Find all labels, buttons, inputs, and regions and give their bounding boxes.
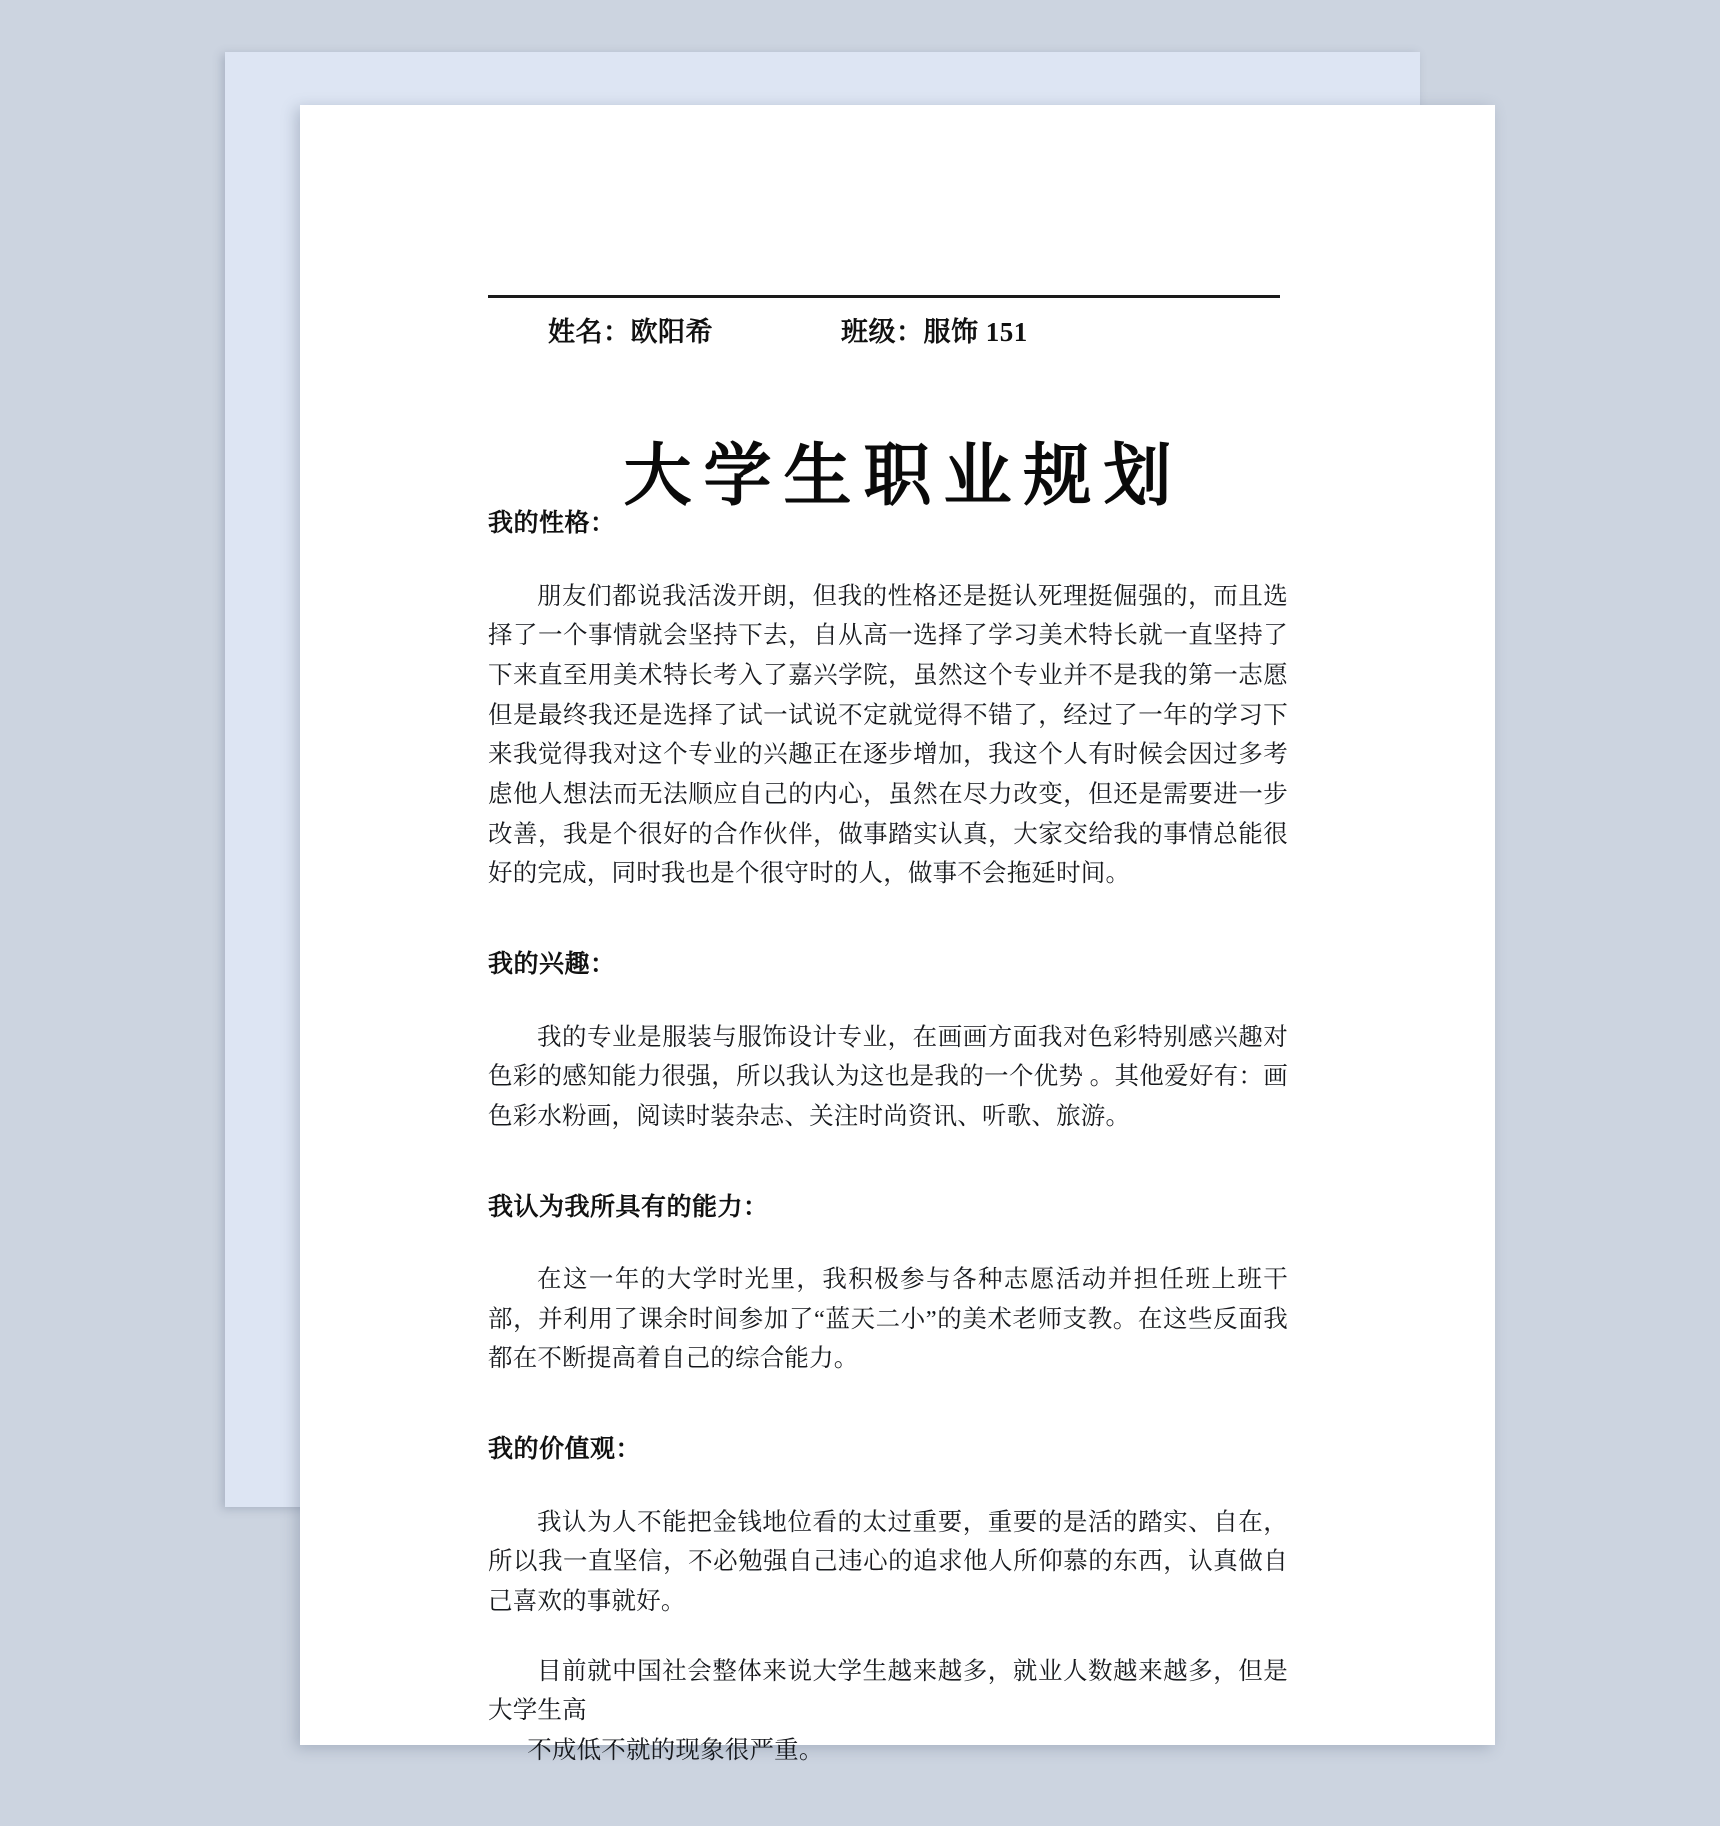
spacer [488,1137,1288,1189]
spacer [488,894,1288,946]
spacer [488,1622,1288,1652]
document-body [300,105,1495,1765]
closing-paragraph-line-1: 目前就中国社会整体来说大学生越来越多，就业人数越来越多，但是大学生高 [488,1657,1288,1725]
document-meta [488,310,1280,349]
section-paragraph-personality: 朋友们都说我活泼开朗，但我的性格还是挺认死理挺倔强的，而且选择了一个事情就会坚持下去，自从高一选择了学习美术特长就一直坚持了下来直至用美术特长考入了嘉兴学院，虽然这个专业并不是我的第一志愿但是最终我还是选择了试一试说不定就觉得不错了，经过了一年的学习下来我觉得我对这个专业的兴趣正在逐步增加，我这个人有时候会因过多考虑他人想法而无法顺应自己的内心，虽然在尽力改变，但还是需要进一步改善，我是个很好的合作伙伴，做事踏实认真，大家交给我的事情总能很好的完成，同时我也是个很守时的人，做事不会拖延时间。 [488,582,1288,888]
section-heading-abilities: 我认为我所具有的能力： [488,1193,769,1221]
document-content [488,505,1288,1771]
header-rule [488,295,1280,298]
page-title: 大学生职业规划 [623,435,1184,516]
section-heading-interests: 我的兴趣： [488,951,616,978]
student-class: 班级：服饰 151 [841,317,1028,347]
spacer [488,1226,1288,1260]
section-paragraph-abilities: 在这一年的大学时光里，我积极参与各种志愿活动并担任班上班干部，并利用了课余时间参加了“蓝天二小”的美术老师支教。在这些反面我都在不断提高着自己的综合能力。 [488,1266,1288,1373]
section-heading-personality: 我的性格： [488,510,616,537]
section-paragraph-interests: 我的专业是服装与服饰设计专业，在画画方面我对色彩特别感兴趣对色彩的感知能力很强，所以我认为这也是我的一个优势 。其他爱好有：画色彩水粉画，阅读时装杂志、关注时尚资讯、听歌、旅游。 [488,1023,1288,1130]
section-paragraph-values: 我认为人不能把金钱地位看的太过重要，重要的是活的踏实、自在，所以我一直坚信，不必勉强自己违心的追求他人所仰慕的东西，认真做自己喜欢的事就好。 [488,1508,1288,1615]
spacer [488,543,1288,577]
student-name: 姓名：欧阳希 [548,317,713,347]
spacer [488,1379,1288,1431]
spacer [488,1469,1288,1503]
closing-paragraph [488,1652,1288,1771]
spacer [488,984,1288,1018]
closing-paragraph-line-2: 不成低不就的现象很严重。 [527,1737,824,1765]
section-heading-values: 我的价值观： [488,1436,642,1464]
document-sheet [300,105,1495,1765]
